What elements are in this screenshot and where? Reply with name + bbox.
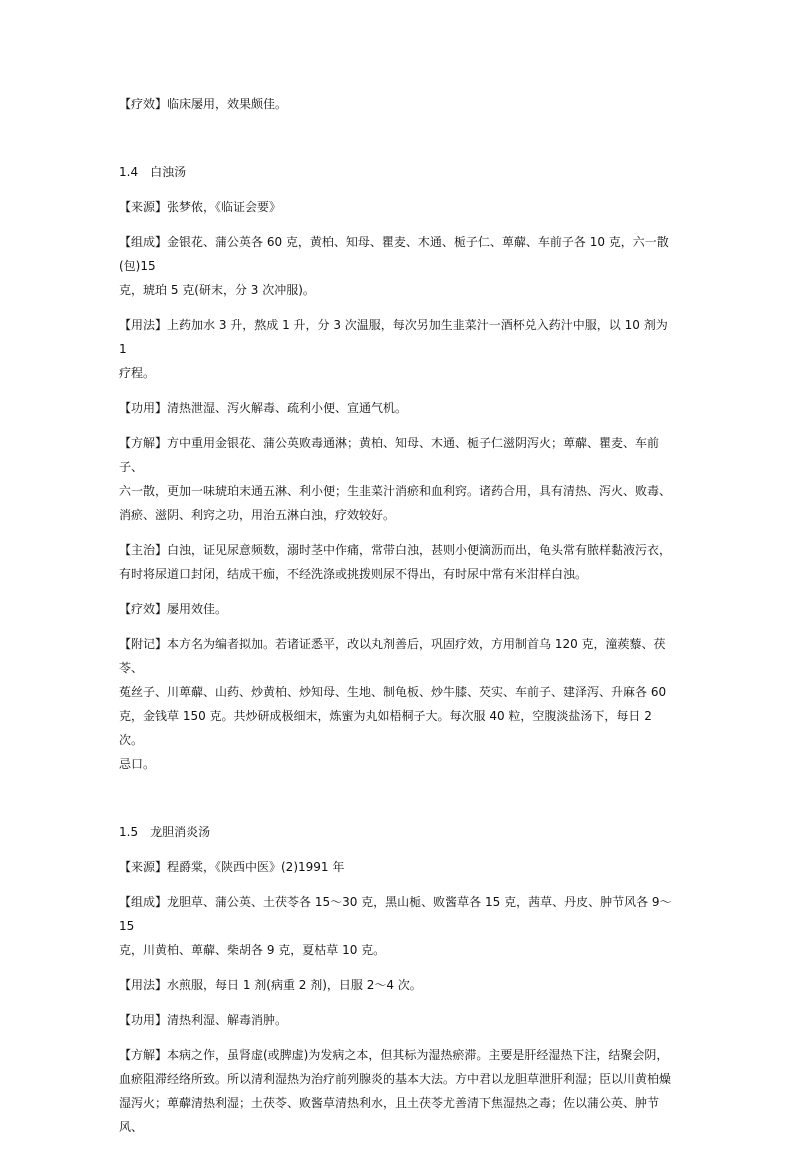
paragraph-composition-2: 【组成】龙胆草、蒲公英、土茯苓各 15～30 克，黑山栀、败酱草各 15 克，茜草、丹皮、肿节风各 9～15 克，川黄柏、萆薢、柴胡各 9 克，夏枯草 10 克。 <box>119 895 672 957</box>
section-heading-1-4: 1.4 白浊汤 <box>119 165 187 179</box>
paragraph-usage-2: 【用法】水煎服，每日 1 剂(病重 2 剂)，日服 2～4 次。 <box>119 978 422 992</box>
paragraph-function-2: 【功用】清热利湿、解毒消肿。 <box>119 1013 288 1027</box>
section-heading-1-5: 1.5 龙胆消炎汤 <box>119 825 211 839</box>
paragraph-indications: 【主治】白浊，证见尿意频数，溺时茎中作痛，常带白浊，甚则小便滴沥而出，龟头常有脓样黏液污衣， 有时将尿道口封闭，结成干痂，不经洗涤或挑拨则尿不得出，有时尿中常有米泔样白浊。 <box>119 543 672 581</box>
document-body <box>119 92 679 1150</box>
paragraph-explanation-2: 【方解】本病之作，虽肾虚(或脾虚)为发病之本，但其标为湿热瘀滞。主要是肝经湿热下注，结聚会阴， 血瘀阻滞经络所致。所以清利湿热为治疗前列腺炎的基本大法。方中君以龙胆草泄肝利湿；臣以川黄柏燥 湿泻火；萆薢清热利湿；土茯苓、败酱草清热利水，且土茯苓尤善清下焦湿热之毒；佐以蒲公英、肿节风、 <box>119 1048 672 1134</box>
paragraph-notes: 【附记】本方名为编者拟加。若诸证悉平，改以丸剂善后，巩固疗效，方用制首乌 120 克，潼蒺藜、茯苓、 菟丝子、川萆薢、山药、炒黄柏、炒知母、生地、制龟板、炒牛膝、芡实、车前子、建泽泻、升麻各 60 克，金钱草 150 克。共炒研成极细末，炼蜜为丸如梧桐子大。每次服 40 粒，空腹淡盐汤下，每日 2 次。 忌口。 <box>119 637 667 771</box>
paragraph-function: 【功用】清热泄湿、泻火解毒、疏利小便、宣通气机。 <box>119 401 408 415</box>
paragraph-explanation: 【方解】方中重用金银花、蒲公英败毒通淋；黄柏、知母、木通、栀子仁滋阴泻火；萆薢、瞿麦、车前子、 六一散，更加一味琥珀末通五淋、利小便；生韭菜汁消瘀和血利窍。诸药合用，具有清热、泻火、败毒、 消瘀、滋阴、利窍之功，用治五淋白浊，疗效较好。 <box>119 436 672 522</box>
paragraph-usage: 【用法】上药加水 3 升，熬成 1 升，分 3 次温服，每次另加生韭菜汁一酒杯兑入药汁中服，以 10 剂为 1 疗程。 <box>119 318 668 380</box>
paragraph-efficacy-1: 【疗效】临床屡用，效果颇佳。 <box>119 97 288 111</box>
paragraph-composition: 【组成】金银花、蒲公英各 60 克，黄柏、知母、瞿麦、木通、栀子仁、萆薢、车前子各 10 克，六一散(包)15 克，琥珀 5 克(研末，分 3 次冲服)。 <box>119 235 669 297</box>
paragraph-source: 【来源】张梦侬，《临证会要》 <box>119 200 282 214</box>
paragraph-source-2: 【来源】程爵棠，《陕西中医》(2)1991 年 <box>119 860 345 874</box>
paragraph-efficacy-2: 【疗效】屡用效佳。 <box>119 602 228 616</box>
